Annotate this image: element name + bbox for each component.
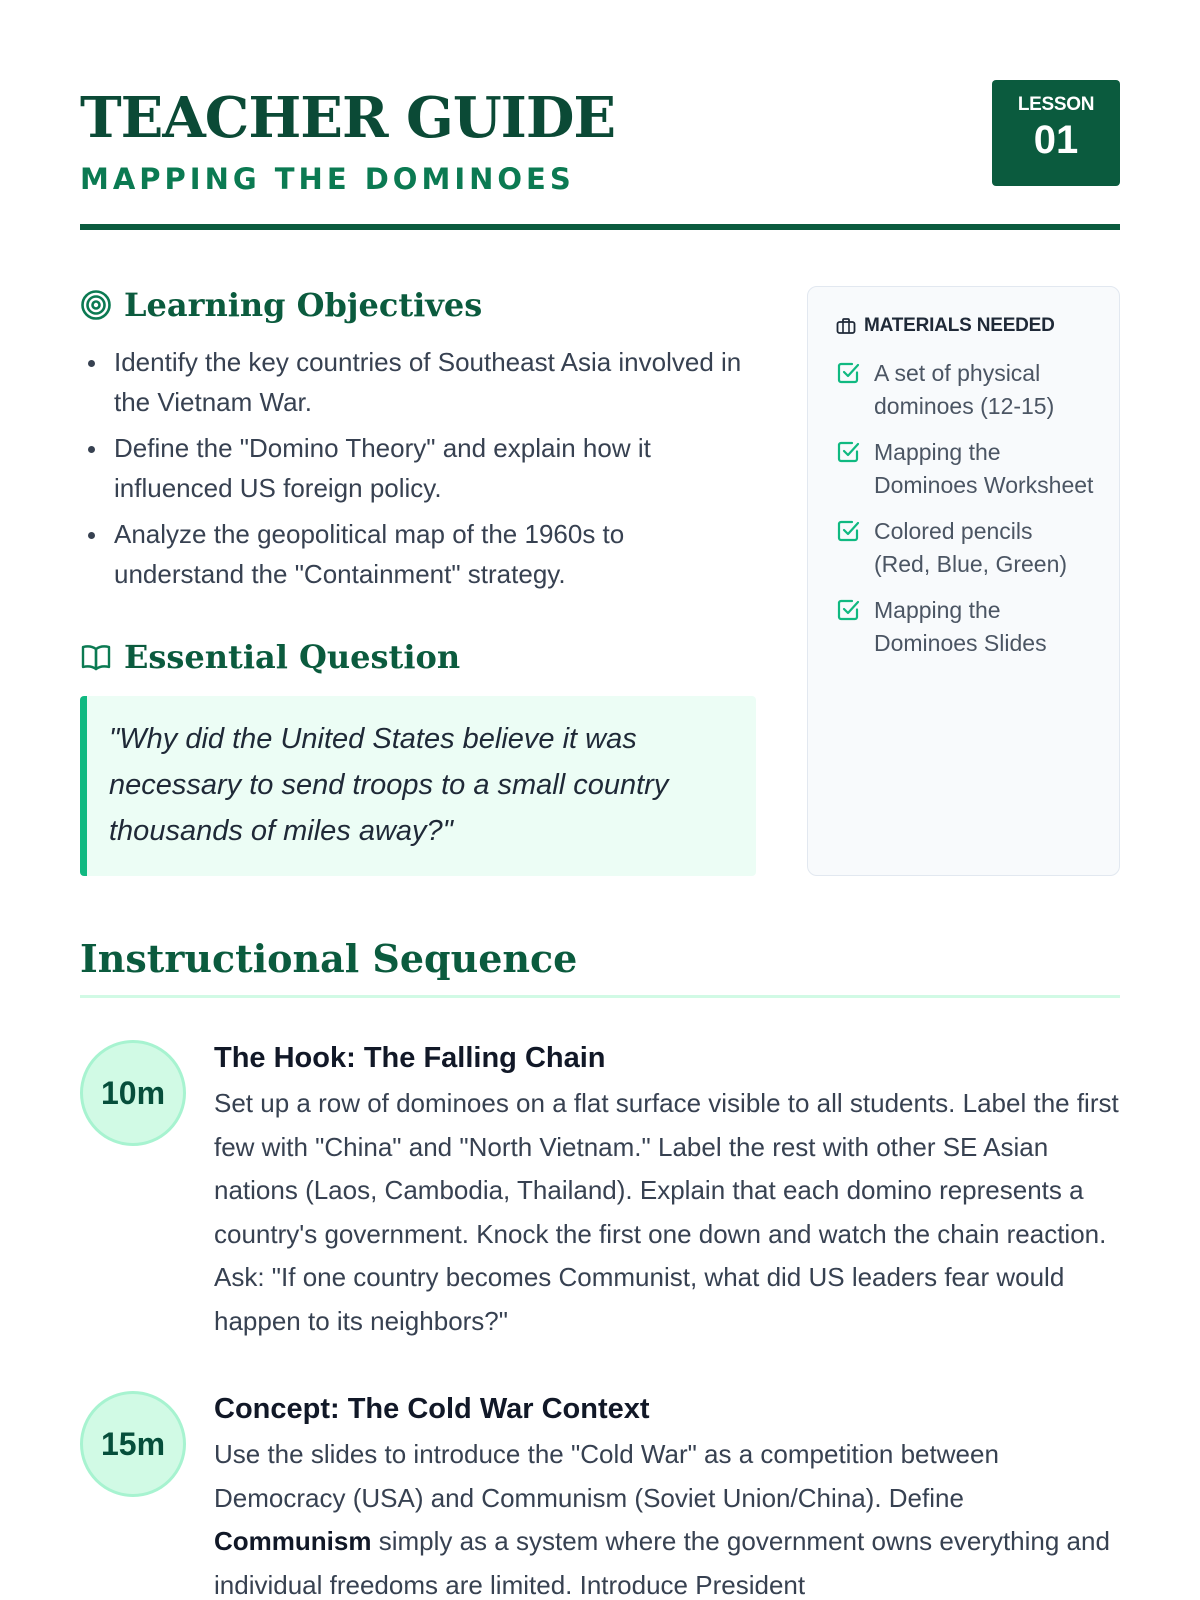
- target-icon: [80, 289, 112, 321]
- left-column: [80, 286, 756, 876]
- list-item: Define the "Domino Theory" and explain how it influenced US foreign policy.: [80, 428, 756, 508]
- material-label: Mapping the Dominoes Worksheet: [874, 439, 1094, 498]
- briefcase-icon: [836, 317, 856, 335]
- checkbox-checked-icon: [836, 361, 860, 385]
- checkbox-checked-icon: [836, 598, 860, 622]
- sequence-step: [80, 1040, 1120, 1343]
- materials-heading-text: MATERIALS NEEDED: [864, 315, 1055, 336]
- title-block: [80, 80, 615, 196]
- list-item: Analyze the geopolitical map of the 1960s to understand the "Containment" strategy.: [80, 514, 756, 594]
- objectives-list: [80, 342, 756, 594]
- objectives-heading-text: Learning Objectives: [124, 286, 483, 324]
- instructional-sequence-heading: Instructional Sequence: [80, 936, 1120, 998]
- step-body: [214, 1391, 1120, 1600]
- overview-columns: [80, 286, 1120, 876]
- materials-list: [836, 357, 1095, 660]
- objectives-heading: [80, 286, 756, 324]
- material-label: Mapping the Dominoes Slides: [874, 597, 1047, 656]
- material-label: Colored pencils (Red, Blue, Green): [874, 518, 1068, 577]
- open-book-icon: [80, 642, 112, 672]
- step-text: [214, 1433, 1120, 1600]
- checkbox-checked-icon: [836, 440, 860, 464]
- step-text-part: simply as a system where the government owns everything and individual freedoms are limited. Introduce President: [214, 1526, 1110, 1600]
- essential-question-heading: [80, 638, 756, 676]
- sequence-step: [80, 1391, 1120, 1600]
- materials-heading: [836, 315, 1095, 337]
- step-title: Concept: The Cold War Context: [214, 1393, 650, 1425]
- duration-badge: 15m: [80, 1391, 186, 1497]
- list-item: [836, 357, 1095, 423]
- list-item: Identify the key countries of Southeast Asia involved in the Vietnam War.: [80, 342, 756, 422]
- lesson-number: 01: [1033, 118, 1079, 162]
- lesson-label: LESSON: [1017, 94, 1095, 115]
- duration-badge: 10m: [80, 1040, 186, 1146]
- list-item: [836, 436, 1095, 502]
- checkbox-checked-icon: [836, 519, 860, 543]
- materials-panel: [807, 286, 1120, 876]
- material-label: A set of physical dominoes (12-15): [874, 360, 1055, 419]
- key-term: Communism: [214, 1526, 372, 1556]
- step-text-part: Use the slides to introduce the "Cold War" as a competition between Democracy (USA) and Communism (Soviet Union/China). Define: [214, 1439, 999, 1513]
- essential-question-heading-text: Essential Question: [124, 638, 461, 676]
- lesson-badge: [992, 80, 1120, 186]
- step-text: Set up a row of dominoes on a flat surface visible to all students. Label the first few with "China" and "North Vietnam." Label the rest with other SE Asian nations (Laos, Cambodia, Thailand). Explain that each domino represents a country's government. Knock the first one down and watch the chain reaction. Ask: "If one country becomes Communist, what did US leaders fear would happen to its neighbors?": [214, 1088, 1119, 1336]
- list-item: [836, 515, 1095, 581]
- step-body: [214, 1040, 1120, 1343]
- essential-question-quote: "Why did the United States believe it was necessary to send troops to a small country thousands of miles away?": [80, 696, 756, 876]
- list-item: [836, 594, 1095, 660]
- page-title: TEACHER GUIDE: [80, 85, 616, 151]
- page-header: [80, 80, 1120, 230]
- page-subtitle: MAPPING THE DOMINOES: [80, 162, 575, 196]
- step-title: The Hook: The Falling Chain: [214, 1042, 606, 1074]
